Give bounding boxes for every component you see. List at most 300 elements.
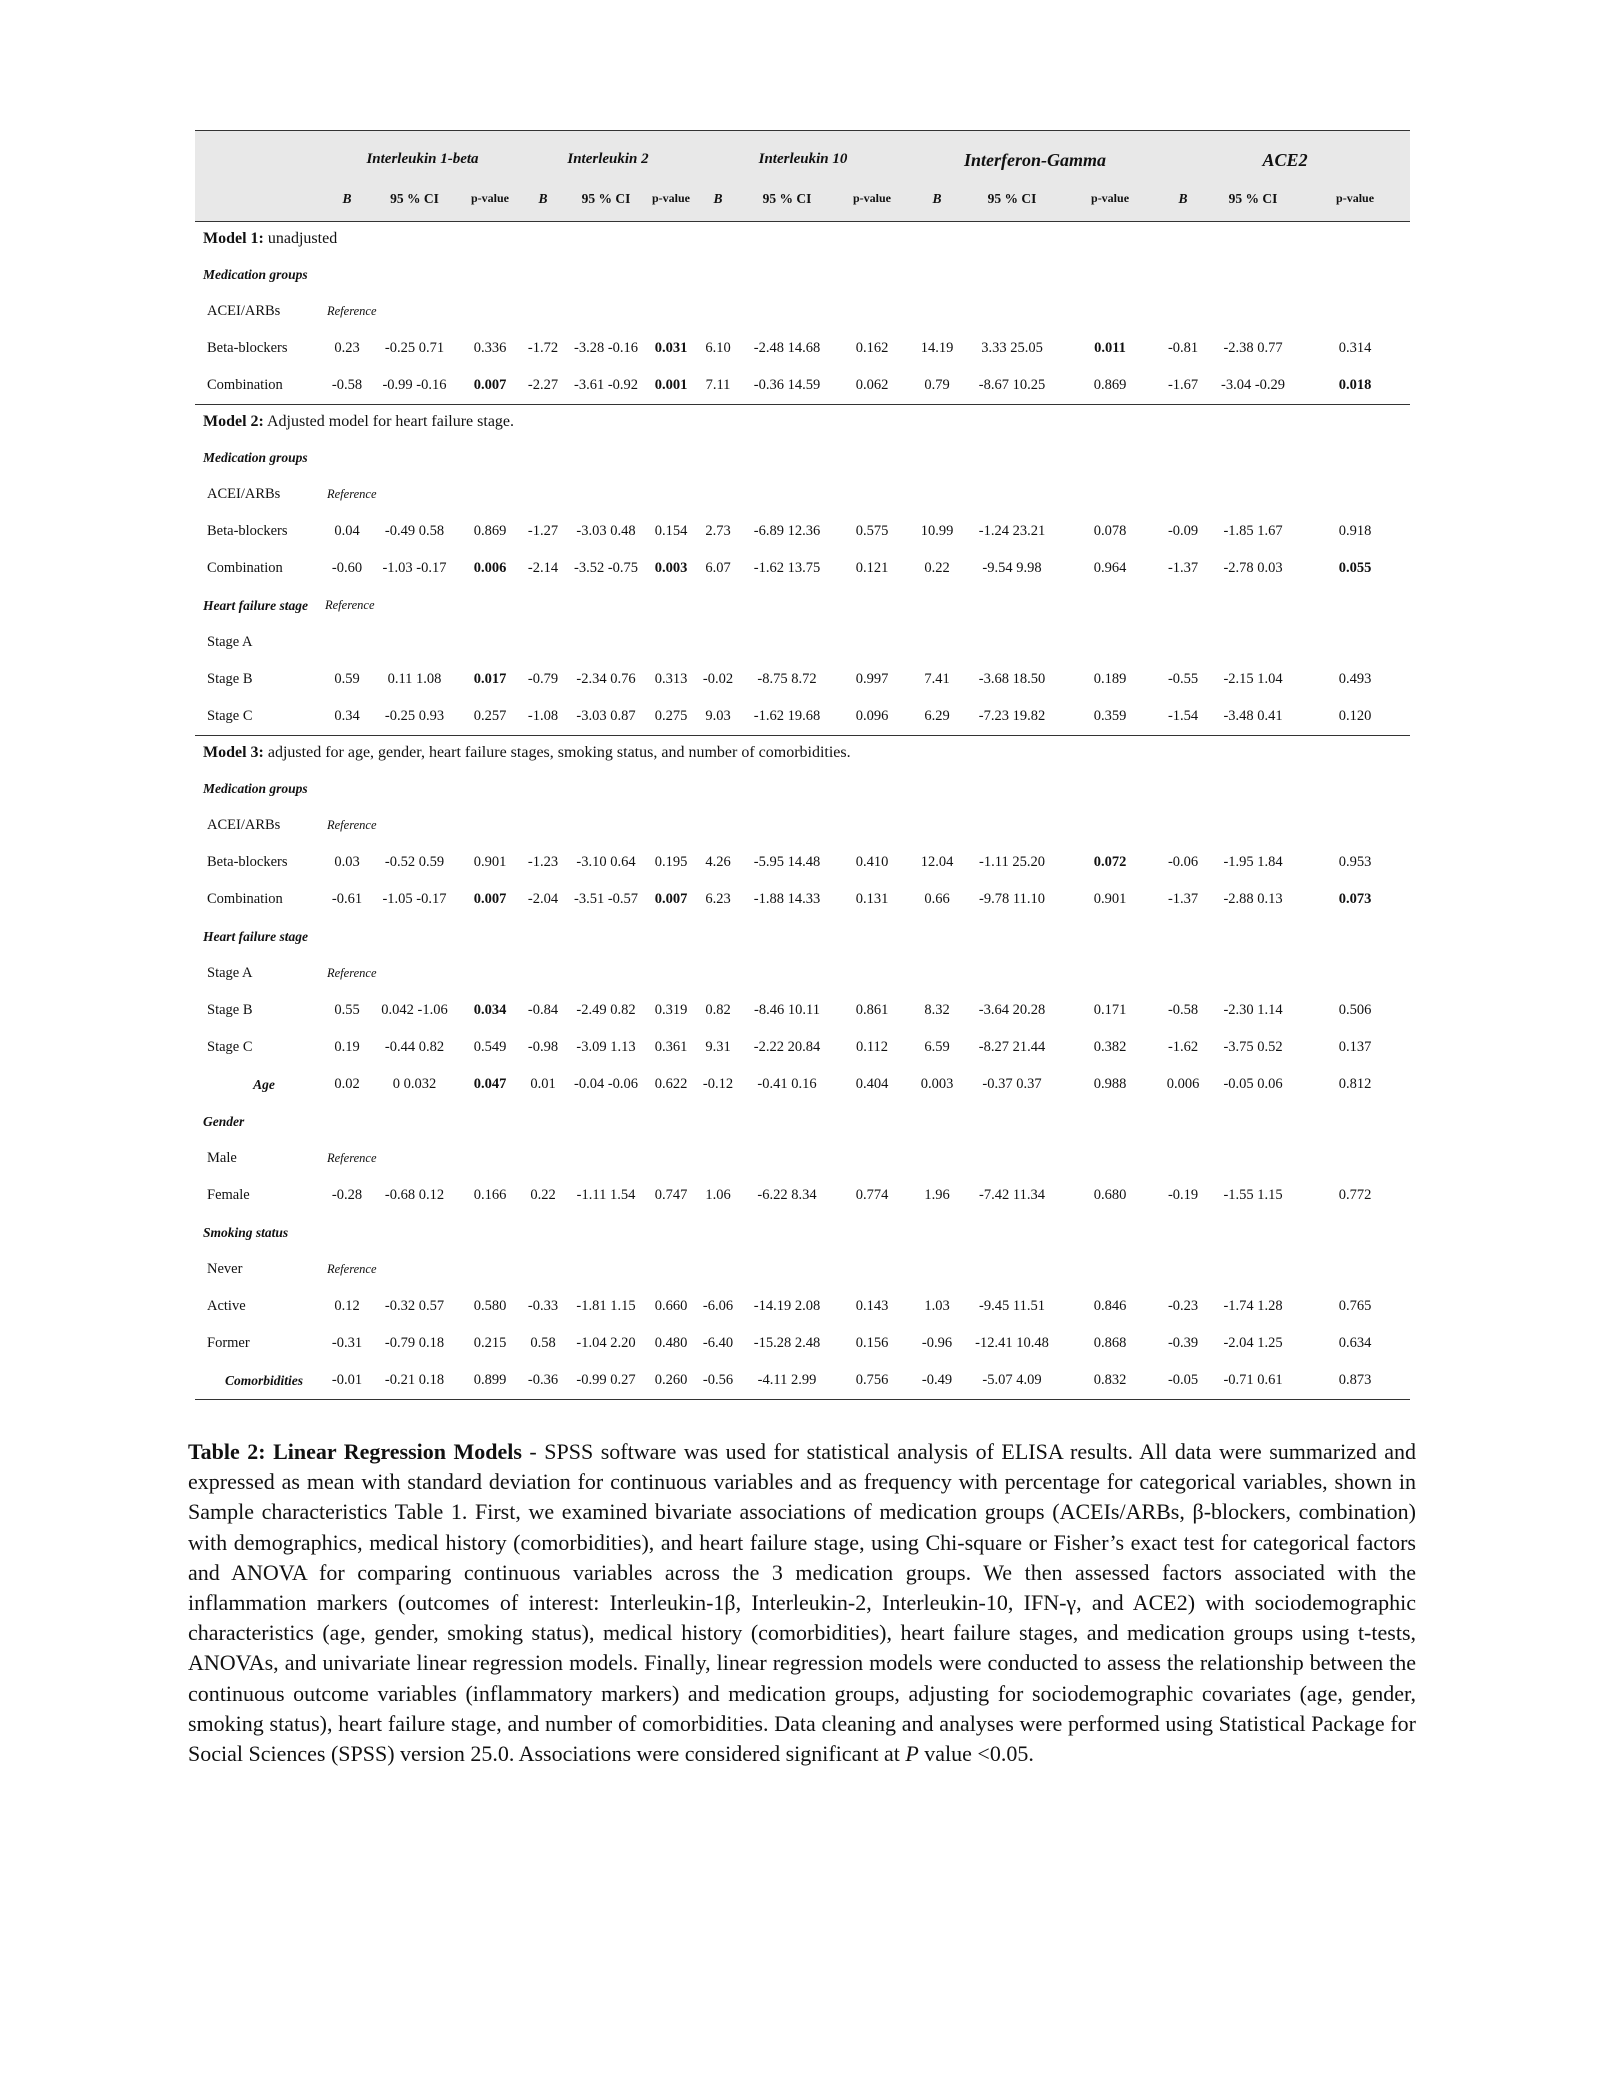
subheader-ci: 95 % CI [740,176,834,222]
ci-95: -1.04 2.20 [576,1335,636,1351]
row-stage-b [195,661,1410,698]
coef-b: 0.19 [334,1039,360,1055]
ci-95: -2.30 1.14 [1223,1002,1283,1018]
coef-b: -0.19 [1167,1187,1199,1203]
subheader-b: B [1160,176,1206,222]
coef-b: 0.82 [705,1002,731,1018]
p-value: 0.869 [1093,377,1127,393]
row-label: Former [207,1335,250,1351]
p-value: 0.873 [1300,1362,1410,1400]
row-male [195,1140,1410,1177]
row-stage-b [195,992,1410,1029]
ci-95: -1.62 19.68 [753,708,821,724]
group-header-il10: Interleukin 10 [696,131,910,177]
p-value: 0.846 [1093,1298,1127,1314]
ci-95: -6.22 8.34 [757,1187,817,1203]
group-header-il2: Interleukin 2 [520,131,696,177]
p-value: 0.112 [855,1039,889,1055]
p-value: 0.506 [1338,1002,1372,1018]
coef-b: 0.03 [334,854,360,870]
p-value: 0.017 [473,671,507,687]
coef-b: 0.79 [924,377,950,393]
ci-95: -3.61 -0.92 [573,377,639,393]
group-header-il1b: Interleukin 1-beta [325,131,520,177]
coef-b: 9.03 [705,708,731,724]
ci-95: -3.03 0.48 [576,523,636,539]
p-value: 0.011 [1094,340,1126,356]
section-label: Medication groups [203,449,308,465]
row-label: Stage C [207,708,253,724]
p-value: 0.313 [654,671,688,687]
p-value: 0.120 [1338,708,1372,724]
coef-b: 6.59 [924,1039,950,1055]
coef-b: 4.26 [705,854,731,870]
coef-b: -1.37 [1167,891,1199,907]
ci-95: -1.62 13.75 [753,560,821,576]
section-medication-groups [195,439,1410,476]
row-age [195,1066,1410,1103]
row-combination [195,367,1410,405]
p-value: 0.756 [834,1362,910,1400]
empty-cell [325,1214,1410,1251]
coef-b: 8.32 [924,1002,950,1018]
empty-cell [325,624,1410,661]
regression-table [195,130,1410,1400]
ci-95: -1.03 -0.17 [382,560,447,576]
ci-95: -0.99 -0.16 [382,377,447,393]
section-heart-failure-stage [195,918,1410,955]
p-value: 0.275 [654,708,688,724]
caption-title: Table 2: Linear Regression Models [188,1439,522,1464]
model-1-row-description: unadjusted [263,230,338,247]
subheader-b: B [696,176,740,222]
regression-table-container [195,130,1410,1400]
coef-b: -1.67 [1167,377,1199,393]
p-value: 0.404 [855,1076,889,1092]
ci-95: -0.44 0.82 [384,1039,445,1055]
subheader-pvalue: p-value [1060,176,1160,222]
coef-b: 0.22 [530,1187,556,1203]
p-value: 0.062 [855,377,889,393]
row-female [195,1177,1410,1214]
coef-b: -0.33 [527,1298,559,1314]
coef-b: 7.41 [924,671,950,687]
p-value: 0.868 [1093,1335,1127,1351]
p-value: 0.143 [855,1298,889,1314]
subheader-pvalue: p-value [460,176,520,222]
p-value: 0.007 [654,891,688,907]
p-value: 0.336 [473,340,507,356]
subheader-blank [195,176,325,222]
p-value: 0.680 [1093,1187,1127,1203]
ci-95: -1.85 1.67 [1223,523,1283,539]
row-active [195,1288,1410,1325]
coef-b: -0.55 [1167,671,1199,687]
ci-95: -3.09 1.13 [576,1039,636,1055]
row-beta-blockers [195,330,1410,367]
p-value: 0.215 [473,1335,507,1351]
subheader-row [195,176,1410,222]
row-label: Never [207,1261,243,1277]
ci-95: -1.55 1.15 [1223,1187,1283,1203]
caption-tail: value <0.05. [918,1741,1034,1767]
coef-b: 9.31 [705,1039,731,1055]
p-value: 0.195 [654,854,688,870]
p-value: 0.156 [855,1335,889,1351]
ci-95: -3.48 0.41 [1223,708,1283,724]
p-value: 0.078 [1093,523,1127,539]
p-value: 0.007 [473,891,507,907]
ci-95: 0 0.032 [392,1076,437,1092]
coef-b: -0.58 [1167,1002,1199,1018]
caption-text: - SPSS software was used for statistical analysis of ELISA results. All data were summarized and expressed as mean with standard deviation for continuous variables and as frequency with percentage for categorical variables, shown in Sample characteristics Table 1. First, we examined bivariate associations of medication groups (ACEIs/ARBs, β-blockers, combination) with demographics, medical history (comorbidities), and heart failure stage, using Chi-square or Fisher’s exact test for categorical factors and ANOVA for comparing continuous variables across the 3 medication groups. We then assessed factors associated with the inflammation markers (outcomes of interest: Interleukin-1β, Interleukin-2, Interleukin-10, IFN-γ, and ACE2) with sociodemographic characteristics (age, gender, smoking status), medical history (comorbidities), heart failure stages, and medication groups using t-tests, ANOVAs, and univariate linear regression models. Finally, linear regression models were conducted to assess the relationship between the continuous outcome variables (inflammatory markers) and medication groups, adjusting for sociodemographic covariates (age, gender, smoking status), heart failure stage, and number of comorbidities. Data cleaning and analyses were performed using Statistical Package for Social Sciences (SPSS) version 25.0. Associations were considered significant at [188,1439,1416,1767]
row-label: Female [207,1187,250,1203]
p-value: 0.034 [473,1002,507,1018]
reference-label: Reference [325,598,375,612]
ci-95: -14.19 2.08 [753,1298,821,1314]
ci-95: -0.52 0.59 [384,854,445,870]
p-value: 0.166 [473,1187,507,1203]
coef-b: 12.04 [920,854,954,870]
p-value: 0.007 [473,377,507,393]
coef-b: 6.23 [705,891,731,907]
coef-b: -0.84 [527,1002,559,1018]
p-value: 0.812 [1338,1076,1372,1092]
model-3-row-description: adjusted for age, gender, heart failure stages, smoking status, and number of comorbidities. [263,744,851,761]
ci-95: 3.33 25.05 [981,340,1043,356]
subheader-b: B [325,176,369,222]
subheader-ci: 95 % CI [1206,176,1300,222]
ci-95: -6.89 12.36 [753,523,821,539]
coef-b: -0.01 [325,1362,369,1400]
subheader-pvalue: p-value [834,176,910,222]
ci-95: -0.04 -0.06 [573,1076,639,1092]
row-label: Age [253,1076,275,1092]
coef-b: -1.37 [1167,560,1199,576]
p-value: 0.047 [473,1076,507,1092]
coef-b: -1.23 [527,854,559,870]
ci-95: -1.05 -0.17 [382,891,447,907]
row-comorbidities [195,1362,1410,1400]
row-label: Male [207,1150,237,1166]
empty-cell [325,256,1410,293]
reference-label: Reference [327,1262,377,1276]
p-value: 0.410 [855,854,889,870]
ci-95: -3.28 -0.16 [573,340,639,356]
row-combination [195,550,1410,587]
p-value: 0.162 [855,340,889,356]
p-value: 0.006 [473,560,507,576]
coef-b: -0.61 [331,891,363,907]
section-label: Heart failure stage [203,597,308,613]
coef-b: 6.10 [705,340,731,356]
ci-95: -2.22 20.84 [753,1039,821,1055]
row-acei-arbs [195,293,1410,330]
group-header-row [195,131,1410,177]
coef-b: 6.29 [924,708,950,724]
subheader-b: B [520,176,566,222]
coef-b: -2.04 [527,891,559,907]
ci-95: -1.24 23.21 [978,523,1046,539]
p-value: 0.314 [1338,340,1372,356]
group-header-ifng: Interferon-Gamma [910,131,1160,177]
ci-95: -1.81 1.15 [576,1298,636,1314]
ci-95: -8.46 10.11 [754,1002,820,1018]
reference-label: Reference [327,966,377,980]
ci-95: -0.25 0.71 [384,340,445,356]
coef-b: -0.28 [331,1187,363,1203]
coef-b: 2.73 [705,523,731,539]
coef-b: 0.003 [920,1076,954,1092]
p-value: 0.003 [654,560,688,576]
row-former [195,1325,1410,1362]
coef-b: -0.96 [921,1335,953,1351]
coef-b: 0.22 [924,560,950,576]
p-value: 0.901 [473,854,507,870]
section-heart-failure-stage [195,587,1410,624]
table-body [195,222,1410,1400]
p-value: 0.747 [654,1187,688,1203]
p-value: 0.580 [473,1298,507,1314]
subheader-pvalue: p-value [1300,176,1410,222]
ci-95: -0.36 14.59 [753,377,821,393]
section-label: Heart failure stage [203,928,308,944]
row-combination [195,881,1410,918]
coef-b: -0.09 [1167,523,1199,539]
subheader-b: B [910,176,964,222]
model-1-row [195,222,1410,257]
coef-b: -0.05 [1160,1362,1206,1400]
row-label: Stage B [207,1002,253,1018]
row-beta-blockers [195,513,1410,550]
model-2-row-description: Adjusted model for heart failure stage. [263,413,515,430]
row-label: ACEI/ARBs [207,817,281,833]
p-value: 0.137 [1338,1039,1372,1055]
p-value: 0.832 [1060,1362,1160,1400]
coef-b: 0.006 [1166,1076,1200,1092]
model-2-row [195,405,1410,440]
p-value: 0.918 [1338,523,1372,539]
p-value: 0.480 [654,1335,688,1351]
p-value: 0.901 [1093,891,1127,907]
empty-cell [325,1103,1410,1140]
section-label: Gender [203,1113,245,1129]
reference-label: Reference [327,487,377,501]
row-label: Comorbidities [195,1362,325,1400]
ci-95: -2.78 0.03 [1223,560,1283,576]
ci-95: -0.71 0.61 [1206,1362,1300,1400]
ci-95: -0.32 0.57 [384,1298,445,1314]
coef-b: -1.54 [1167,708,1199,724]
p-value: 0.171 [1093,1002,1127,1018]
coef-b: 0.66 [924,891,950,907]
subheader-ci: 95 % CI [369,176,460,222]
p-value: 0.493 [1338,671,1372,687]
p-value: 0.575 [855,523,889,539]
ci-95: -1.74 1.28 [1223,1298,1283,1314]
model-1-row-title: Model 1: [203,230,264,247]
ci-95: -1.11 1.54 [576,1187,636,1203]
section-gender [195,1103,1410,1140]
ci-95: -8.27 21.44 [978,1039,1046,1055]
coef-b: -0.98 [527,1039,559,1055]
p-value: 0.861 [855,1002,889,1018]
coef-b: 0.34 [334,708,360,724]
p-value: 0.953 [1338,854,1372,870]
ci-95: -0.68 0.12 [384,1187,445,1203]
p-value: 0.189 [1093,671,1127,687]
p-value: 0.660 [654,1298,688,1314]
coef-b: 7.11 [705,377,731,393]
ci-95: -3.75 0.52 [1223,1039,1283,1055]
ci-95: -9.54 9.98 [982,560,1042,576]
coef-b: -0.23 [1167,1298,1199,1314]
model-2-row-title: Model 2: [203,413,264,430]
coef-b: -0.79 [527,671,559,687]
coef-b: -2.14 [527,560,559,576]
coef-b: -1.72 [527,340,559,356]
ci-95: -3.52 -0.75 [573,560,639,576]
row-stage-c [195,698,1410,736]
row-stage-a [195,624,1410,661]
row-label: Stage A [207,634,253,650]
coef-b: -0.12 [702,1076,734,1092]
empty-cell [325,439,1410,476]
p-value: 0.899 [460,1362,520,1400]
p-value: 0.031 [654,340,688,356]
coef-b: -1.08 [527,708,559,724]
ci-95: -9.45 11.51 [979,1298,1045,1314]
p-value: 0.001 [654,377,688,393]
subheader-ci: 95 % CI [964,176,1060,222]
coef-b: 0.12 [334,1298,360,1314]
empty-cell [325,770,1410,807]
row-stage-c [195,1029,1410,1066]
p-value: 0.319 [654,1002,688,1018]
ci-95: -3.68 18.50 [978,671,1046,687]
ci-95: -3.51 -0.57 [573,891,639,907]
p-value: 0.096 [855,708,889,724]
row-label: ACEI/ARBs [207,303,281,319]
subheader-pvalue: p-value [646,176,696,222]
caption-p-symbol: P [905,1741,919,1767]
p-value: 0.774 [855,1187,889,1203]
ci-95: -9.78 11.10 [979,891,1045,907]
ci-95: -5.07 4.09 [964,1362,1060,1400]
group-header-ace2: ACE2 [1160,131,1410,177]
row-label: Beta-blockers [207,854,288,870]
ci-95: 0.042 -1.06 [381,1002,448,1018]
model-3-row-title: Model 3: [203,744,264,761]
coef-b: -1.27 [527,523,559,539]
coef-b: 0.59 [334,671,360,687]
coef-b: -0.58 [331,377,363,393]
coef-b: 6.07 [705,560,731,576]
row-label: Stage B [207,671,253,687]
ci-95: -5.95 14.48 [753,854,821,870]
section-medication-groups [195,256,1410,293]
row-never [195,1251,1410,1288]
coef-b: 0.23 [334,340,360,356]
row-label: Combination [207,891,283,907]
reference-label: Reference [327,818,377,832]
p-value: 0.634 [1338,1335,1372,1351]
coef-b: -0.81 [1167,340,1199,356]
ci-95: -15.28 2.48 [753,1335,821,1351]
coef-b: -6.06 [702,1298,734,1314]
coef-b: -0.06 [1167,854,1199,870]
ci-95: -4.11 2.99 [740,1362,834,1400]
section-medication-groups [195,770,1410,807]
ci-95: -2.04 1.25 [1223,1335,1283,1351]
ci-95: -3.64 20.28 [978,1002,1046,1018]
coef-b: -0.31 [331,1335,363,1351]
p-value: 0.073 [1338,891,1372,907]
section-label: Smoking status [203,1224,289,1240]
ci-95: -0.79 0.18 [384,1335,445,1351]
p-value: 0.121 [855,560,889,576]
p-value: 0.361 [654,1039,688,1055]
ci-95: -2.88 0.13 [1223,891,1283,907]
p-value: 0.549 [473,1039,507,1055]
p-value: 0.072 [1093,854,1127,870]
row-beta-blockers [195,844,1410,881]
section-label: Medication groups [203,266,308,282]
ci-95: -3.04 -0.29 [1221,377,1286,393]
ci-95: -7.42 11.34 [979,1187,1045,1203]
p-value: 0.055 [1338,560,1372,576]
section-label: Medication groups [203,780,308,796]
coef-b: -0.60 [331,560,363,576]
ci-95: -0.49 0.58 [384,523,445,539]
coef-b: 1.96 [924,1187,950,1203]
row-label: Combination [207,377,283,393]
row-label: Stage C [207,1039,253,1055]
p-value: 0.382 [1093,1039,1127,1055]
coef-b: 10.99 [920,523,954,539]
section-smoking-status [195,1214,1410,1251]
coef-b: -6.40 [702,1335,734,1351]
ci-95: -3.03 0.87 [576,708,636,724]
coef-b: -0.49 [910,1362,964,1400]
coef-b: 1.06 [705,1187,731,1203]
ci-95: -0.21 0.18 [369,1362,460,1400]
row-label: Combination [207,560,283,576]
coef-b: -1.62 [1167,1039,1199,1055]
reference-label: Reference [327,304,377,318]
coef-b: 0.04 [334,523,360,539]
p-value: 0.257 [473,708,507,724]
table-caption [188,1437,1416,1769]
p-value: 0.622 [654,1076,688,1092]
coef-b: 0.02 [334,1076,360,1092]
ci-95: -0.05 0.06 [1223,1076,1283,1092]
reference-label: Reference [327,1151,377,1165]
ci-95: -2.15 1.04 [1223,671,1283,687]
p-value: 0.154 [654,523,688,539]
ci-95: -1.11 25.20 [979,854,1045,870]
row-acei-arbs [195,807,1410,844]
p-value: 0.131 [855,891,889,907]
p-value: 0.018 [1338,377,1372,393]
ci-95: -0.41 0.16 [757,1076,817,1092]
ci-95: -2.48 14.68 [753,340,821,356]
ci-95: -2.49 0.82 [576,1002,636,1018]
row-label: Beta-blockers [207,523,288,539]
coef-b: 1.03 [924,1298,950,1314]
coef-b: 0.58 [530,1335,556,1351]
coef-b: 14.19 [920,340,954,356]
